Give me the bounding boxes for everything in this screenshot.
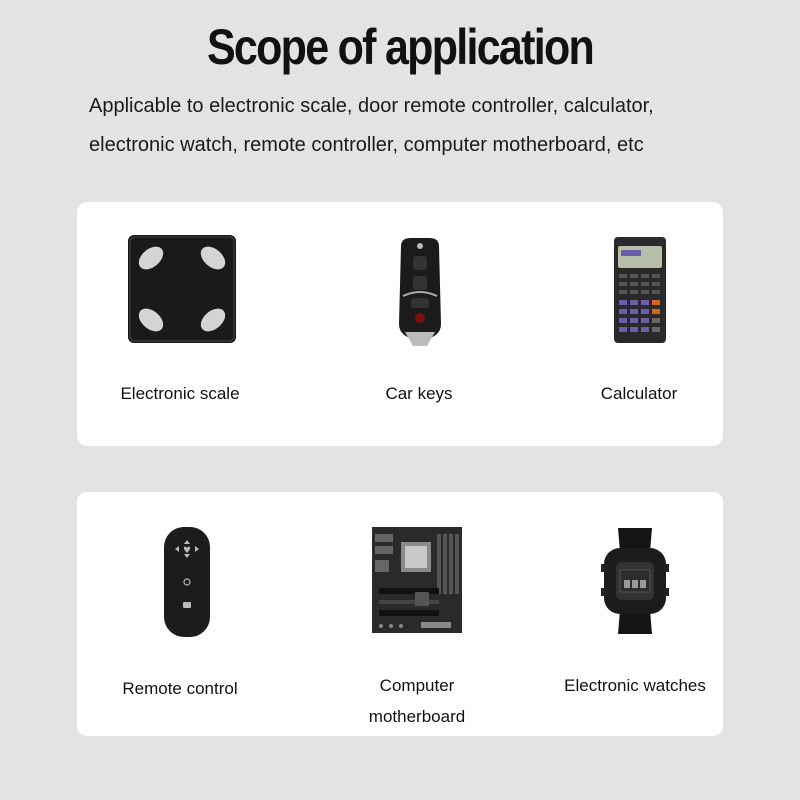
label-motherboard: motherboard [368,707,466,726]
subtitle-line-2: electronic watch, remote controller, computer motherboard, etc [89,134,644,156]
application-card-2 [77,492,723,736]
application-card-1 [77,202,723,446]
calculator-icon [613,236,667,344]
label-computer: Computer [379,676,455,695]
page-title: Scope of application [206,19,594,75]
label-car-keys: Car keys [385,384,453,403]
remote-control-icon [163,526,211,638]
label-calculator: Calculator [600,384,678,403]
watch-icon [600,526,670,636]
electronic-scale-icon [127,234,237,344]
label-electronic-scale: Electronic scale [120,384,240,403]
car-key-icon [393,236,447,348]
label-computer-motherboard [327,670,507,732]
subtitle-line-1: Applicable to electronic scale, door remote controller, calculator, [89,95,654,117]
motherboard-icon [371,526,463,634]
label-remote-control: Remote control [122,679,238,698]
label-electronic-watches: Electronic watches [564,676,706,695]
